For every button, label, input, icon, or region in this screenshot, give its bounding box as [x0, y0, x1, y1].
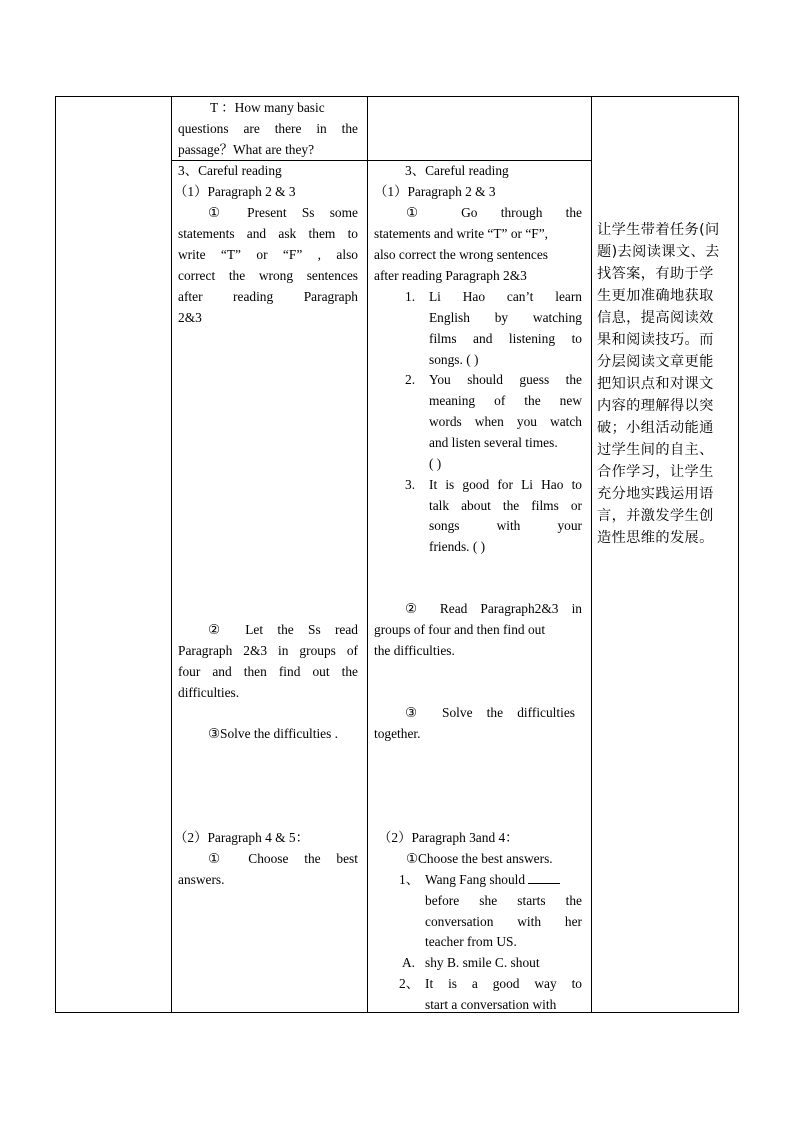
intent-line: 内容的理解得以突: [597, 398, 714, 414]
step-line: ③Solve the difficulties .: [208, 726, 339, 741]
intent-line: 合作学习，让学生: [597, 464, 714, 480]
step-line: together.: [374, 726, 421, 741]
item-line: ( ): [429, 456, 442, 471]
item-line: You should guess the: [429, 372, 582, 387]
item-line: words when you watch: [429, 414, 582, 429]
step-line: answers.: [178, 872, 225, 887]
step-line: after reading Paragraph 2&3: [374, 268, 527, 283]
question-line: start a conversation with: [425, 997, 557, 1012]
question-line: Wang Fang should: [425, 870, 560, 891]
step-line: difficulties.: [178, 685, 240, 700]
question-line: before she starts the: [425, 893, 582, 908]
paragraph-heading: （1）Paragraph 2 & 3: [374, 184, 496, 199]
step-line: correct the wrong sentences: [178, 268, 358, 283]
step-line: groups of four and then find out: [374, 622, 546, 637]
intro-line: questions are there in the: [178, 121, 358, 136]
intent-line: 言，并激发学生创: [597, 508, 714, 524]
option-label: A.: [402, 955, 416, 970]
paragraph-heading: （2）Paragraph 4 & 5：: [174, 830, 309, 845]
step-line: write “T” or “F” , also: [178, 247, 358, 262]
intent-line: 生更加准确地获取: [597, 288, 714, 304]
step-line: ① Present Ss some: [208, 205, 358, 220]
intro-line: T ：How many basic: [210, 100, 325, 115]
question-number: 1、: [399, 872, 420, 887]
column-divider: [591, 97, 592, 1012]
intent-line: 信息，提高阅读效: [597, 310, 714, 326]
intent-line: 题)去阅读课文、去: [597, 244, 720, 260]
intent-line: 过学生间的自主、: [597, 442, 714, 458]
step-line: ①Choose the best answers.: [406, 851, 553, 866]
step-line: Paragraph 2&3 in groups of: [178, 643, 358, 658]
intent-line: 破；小组活动能通: [597, 420, 714, 436]
item-line: meaning of the new: [429, 393, 582, 408]
step-line: ① Choose the best: [208, 851, 358, 866]
item-line: songs. ( ): [429, 352, 479, 367]
column-divider: [171, 97, 172, 1012]
item-number: 1.: [405, 289, 416, 304]
item-line: talk about the films or: [429, 498, 582, 513]
item-line: English by watching: [429, 310, 582, 325]
step-line: after reading Paragraph: [178, 289, 358, 304]
step-line: ① Go through the: [406, 205, 582, 220]
intent-line: 果和阅读技巧。而: [597, 332, 714, 348]
section-heading: 3、Careful reading: [405, 163, 509, 178]
option-line: shy B. smile C. shout: [425, 955, 540, 970]
paragraph-heading: （1）Paragraph 2 & 3: [174, 184, 296, 199]
step-line: 2&3: [178, 310, 202, 325]
item-line: songs with your: [429, 518, 582, 533]
item-line: films and listening to: [429, 331, 582, 346]
item-line: Li Hao can’t learn: [429, 289, 582, 304]
question-line: conversation with her: [425, 914, 582, 929]
section-heading: 3、Careful reading: [178, 163, 282, 178]
question-line: teacher from US.: [425, 934, 517, 949]
step-line: statements and ask them to: [178, 226, 358, 241]
step-line: ② Read Paragraph2&3 in: [405, 601, 582, 616]
question-number: 2、: [399, 976, 420, 991]
column-divider: [367, 97, 368, 1012]
item-number: 3.: [405, 477, 416, 492]
item-number: 2.: [405, 372, 416, 387]
step-line: the difficulties.: [374, 643, 455, 658]
intent-line: 分层阅读文章更能: [597, 354, 714, 370]
question-line: It is a good way to: [425, 976, 582, 991]
intent-line: 充分地实践运用语: [597, 486, 714, 502]
paragraph-heading: （2）Paragraph 3and 4：: [378, 830, 519, 845]
step-line: ③ Solve the difficulties: [405, 705, 575, 720]
item-line: It is good for Li Hao to: [429, 477, 582, 492]
item-line: and listen several times.: [429, 435, 558, 450]
answer-blank: [528, 871, 560, 884]
step-line: ② Let the Ss read: [208, 622, 358, 637]
step-line: four and then find out the: [178, 664, 358, 679]
intent-line: 找答案，有助于学: [597, 266, 714, 282]
item-line: friends. ( ): [429, 539, 486, 554]
step-line: also correct the wrong sentences: [374, 247, 549, 262]
step-line: statements and write “T” or “F”,: [374, 226, 549, 241]
intent-line: 把知识点和对课文: [597, 376, 714, 392]
intent-line: 让学生带着任务(问: [597, 222, 720, 238]
intent-line: 造性思维的发展。: [597, 530, 714, 546]
intro-line: passage？What are they?: [178, 142, 315, 157]
